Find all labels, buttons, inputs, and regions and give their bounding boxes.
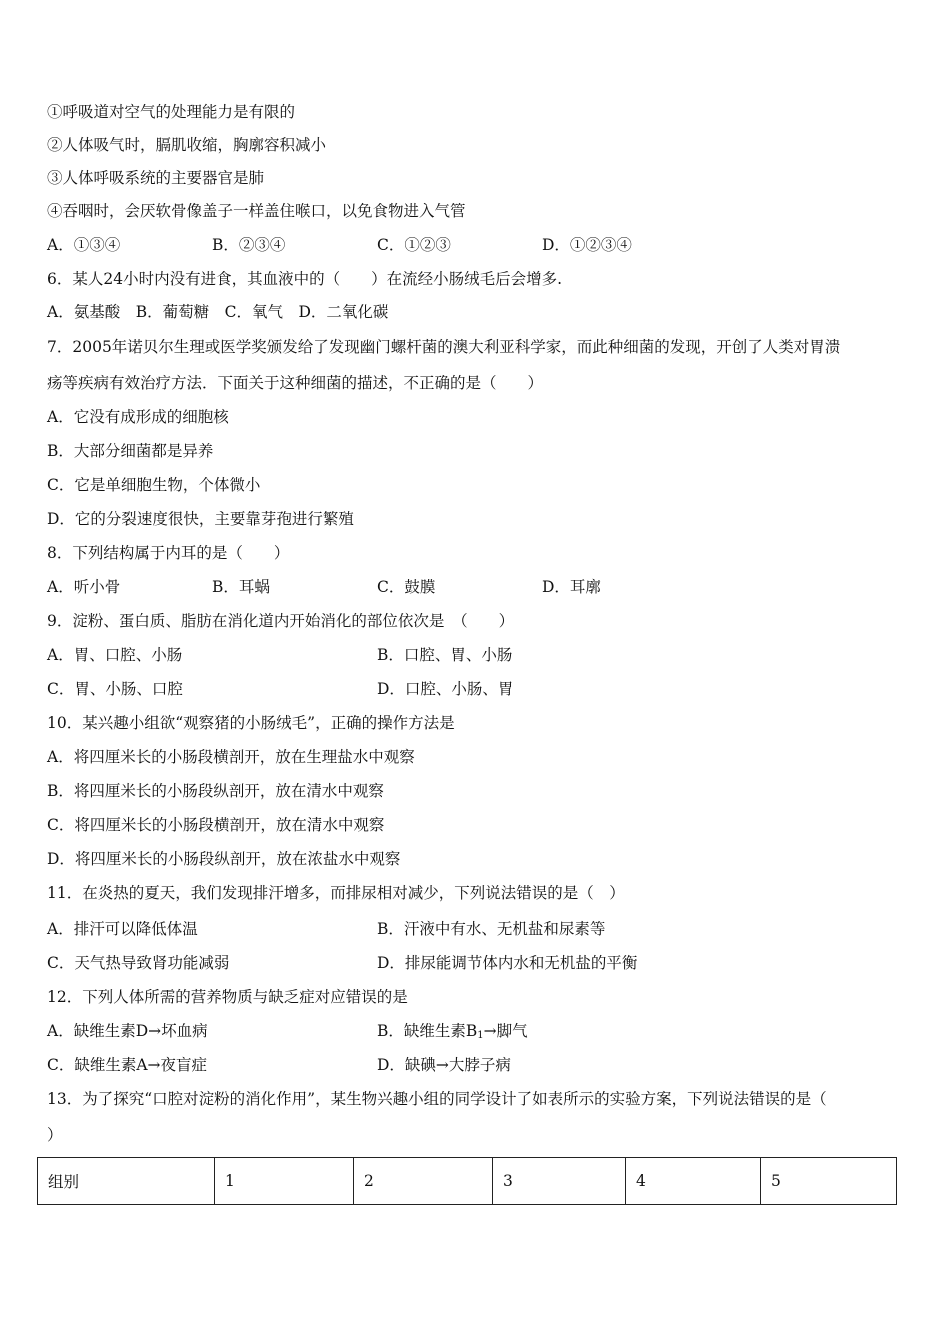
q12-stem: 12．下列人体所需的营养物质与缺乏症对应错误的是 <box>47 988 408 1006</box>
q12-option-b <box>377 1021 528 1046</box>
statement-3: ③人体呼吸系统的主要器官是肺 <box>47 169 265 187</box>
table-cell: 1 <box>215 1158 354 1205</box>
q12-option-c: C．缺维生素A→夜盲症 <box>47 1056 208 1074</box>
q12-option-b-subscript: 1 <box>477 1030 484 1041</box>
statement-2: ②人体吸气时，膈肌收缩，胸廓容积减小 <box>47 136 327 154</box>
q10-option-c: C．将四厘米长的小肠段横剖开，放在清水中观察 <box>47 816 385 834</box>
q8-stem: 8．下列结构属于内耳的是（ ） <box>47 544 290 562</box>
q8-option-b: B．耳蜗 <box>212 578 270 596</box>
table-cell: 4 <box>626 1158 761 1205</box>
q12-option-b-text: B．缺维生素B <box>377 1022 478 1040</box>
q7-option-b: B．大部分细菌都是异养 <box>47 442 214 460</box>
q9-option-b: B．口腔、胃、小肠 <box>377 646 513 664</box>
q9-option-c: C．胃、小肠、口腔 <box>47 680 183 698</box>
experiment-table <box>37 1157 897 1205</box>
q13-stem-line2: ） <box>47 1126 63 1144</box>
q12-option-b-suffix: →脚气 <box>483 1022 528 1040</box>
statement-1: ①呼吸道对空气的处理能力是有限的 <box>47 103 296 121</box>
q7-stem-line2: 疡等疾病有效治疗方法．下面关于这种细菌的描述，不正确的是（ ） <box>47 374 544 392</box>
q8-option-c: C．鼓膜 <box>377 578 436 596</box>
q9-option-a: A．胃、口腔、小肠 <box>47 646 183 664</box>
q10-option-b: B．将四厘米长的小肠段纵剖开，放在清水中观察 <box>47 782 384 800</box>
q10-option-d: D．将四厘米长的小肠段纵剖开，放在浓盐水中观察 <box>47 850 401 868</box>
q9-option-d: D．口腔、小肠、胃 <box>377 680 514 698</box>
q5-option-c: C．①②③ <box>377 236 451 254</box>
table-cell-group-label: 组别 <box>38 1158 215 1205</box>
q11-option-a: A．排汗可以降低体温 <box>47 920 198 938</box>
table-cell: 3 <box>493 1158 626 1205</box>
statement-4: ④吞咽时，会厌软骨像盖子一样盖住喉口，以免食物进入气管 <box>47 202 466 220</box>
q12-option-a: A．缺维生素D→坏血病 <box>47 1022 208 1040</box>
table-row <box>38 1158 897 1205</box>
q11-option-d: D．排尿能调节体内水和无机盐的平衡 <box>377 954 638 972</box>
q7-stem-line1: 7．2005年诺贝尔生理或医学奖颁发给了发现幽门螺杆菌的澳大利亚科学家，而此种细菌的发现，开创了人类对胃溃 <box>47 338 841 356</box>
q7-option-c: C．它是单细胞生物，个体微小 <box>47 476 261 494</box>
q9-stem: 9．淀粉、蛋白质、脂肪在消化道内开始消化的部位依次是 （ ） <box>47 612 515 630</box>
q6-stem: 6．某人24小时内没有进食，其血液中的（ ）在流经小肠绒毛后会增多. <box>47 270 563 288</box>
q5-option-b: B．②③④ <box>212 236 286 254</box>
table-cell: 5 <box>761 1158 897 1205</box>
q7-option-d: D．它的分裂速度很快，主要靠芽孢进行繁殖 <box>47 510 354 528</box>
q6-options: A．氨基酸 B．葡萄糖 C．氧气 D．二氧化碳 <box>47 303 389 321</box>
q10-stem: 10．某兴趣小组欲“观察猪的小肠绒毛”，正确的操作方法是 <box>47 714 455 732</box>
q8-option-d: D．耳廓 <box>542 578 601 596</box>
q10-option-a: A．将四厘米长的小肠段横剖开，放在生理盐水中观察 <box>47 748 415 766</box>
q12-option-d: D．缺碘→大脖子病 <box>377 1056 511 1074</box>
q8-option-a: A．听小骨 <box>47 578 121 596</box>
q5-option-d: D．①②③④ <box>542 236 632 254</box>
q11-option-c: C．天气热导致肾功能减弱 <box>47 954 230 972</box>
table-cell: 2 <box>354 1158 493 1205</box>
q11-stem: 11．在炎热的夏天，我们发现排汗增多，而排尿相对减少，下列说法错误的是（ ） <box>47 884 625 902</box>
q5-option-a: A．①③④ <box>47 236 121 254</box>
q7-option-a: A．它没有成形成的细胞核 <box>47 408 229 426</box>
q11-option-b: B．汗液中有水、无机盐和尿素等 <box>377 920 606 938</box>
q13-stem-line1: 13．为了探究“口腔对淀粉的消化作用”，某生物兴趣小组的同学设计了如表所示的实验方案，下列说法错误的是（ <box>47 1090 827 1108</box>
